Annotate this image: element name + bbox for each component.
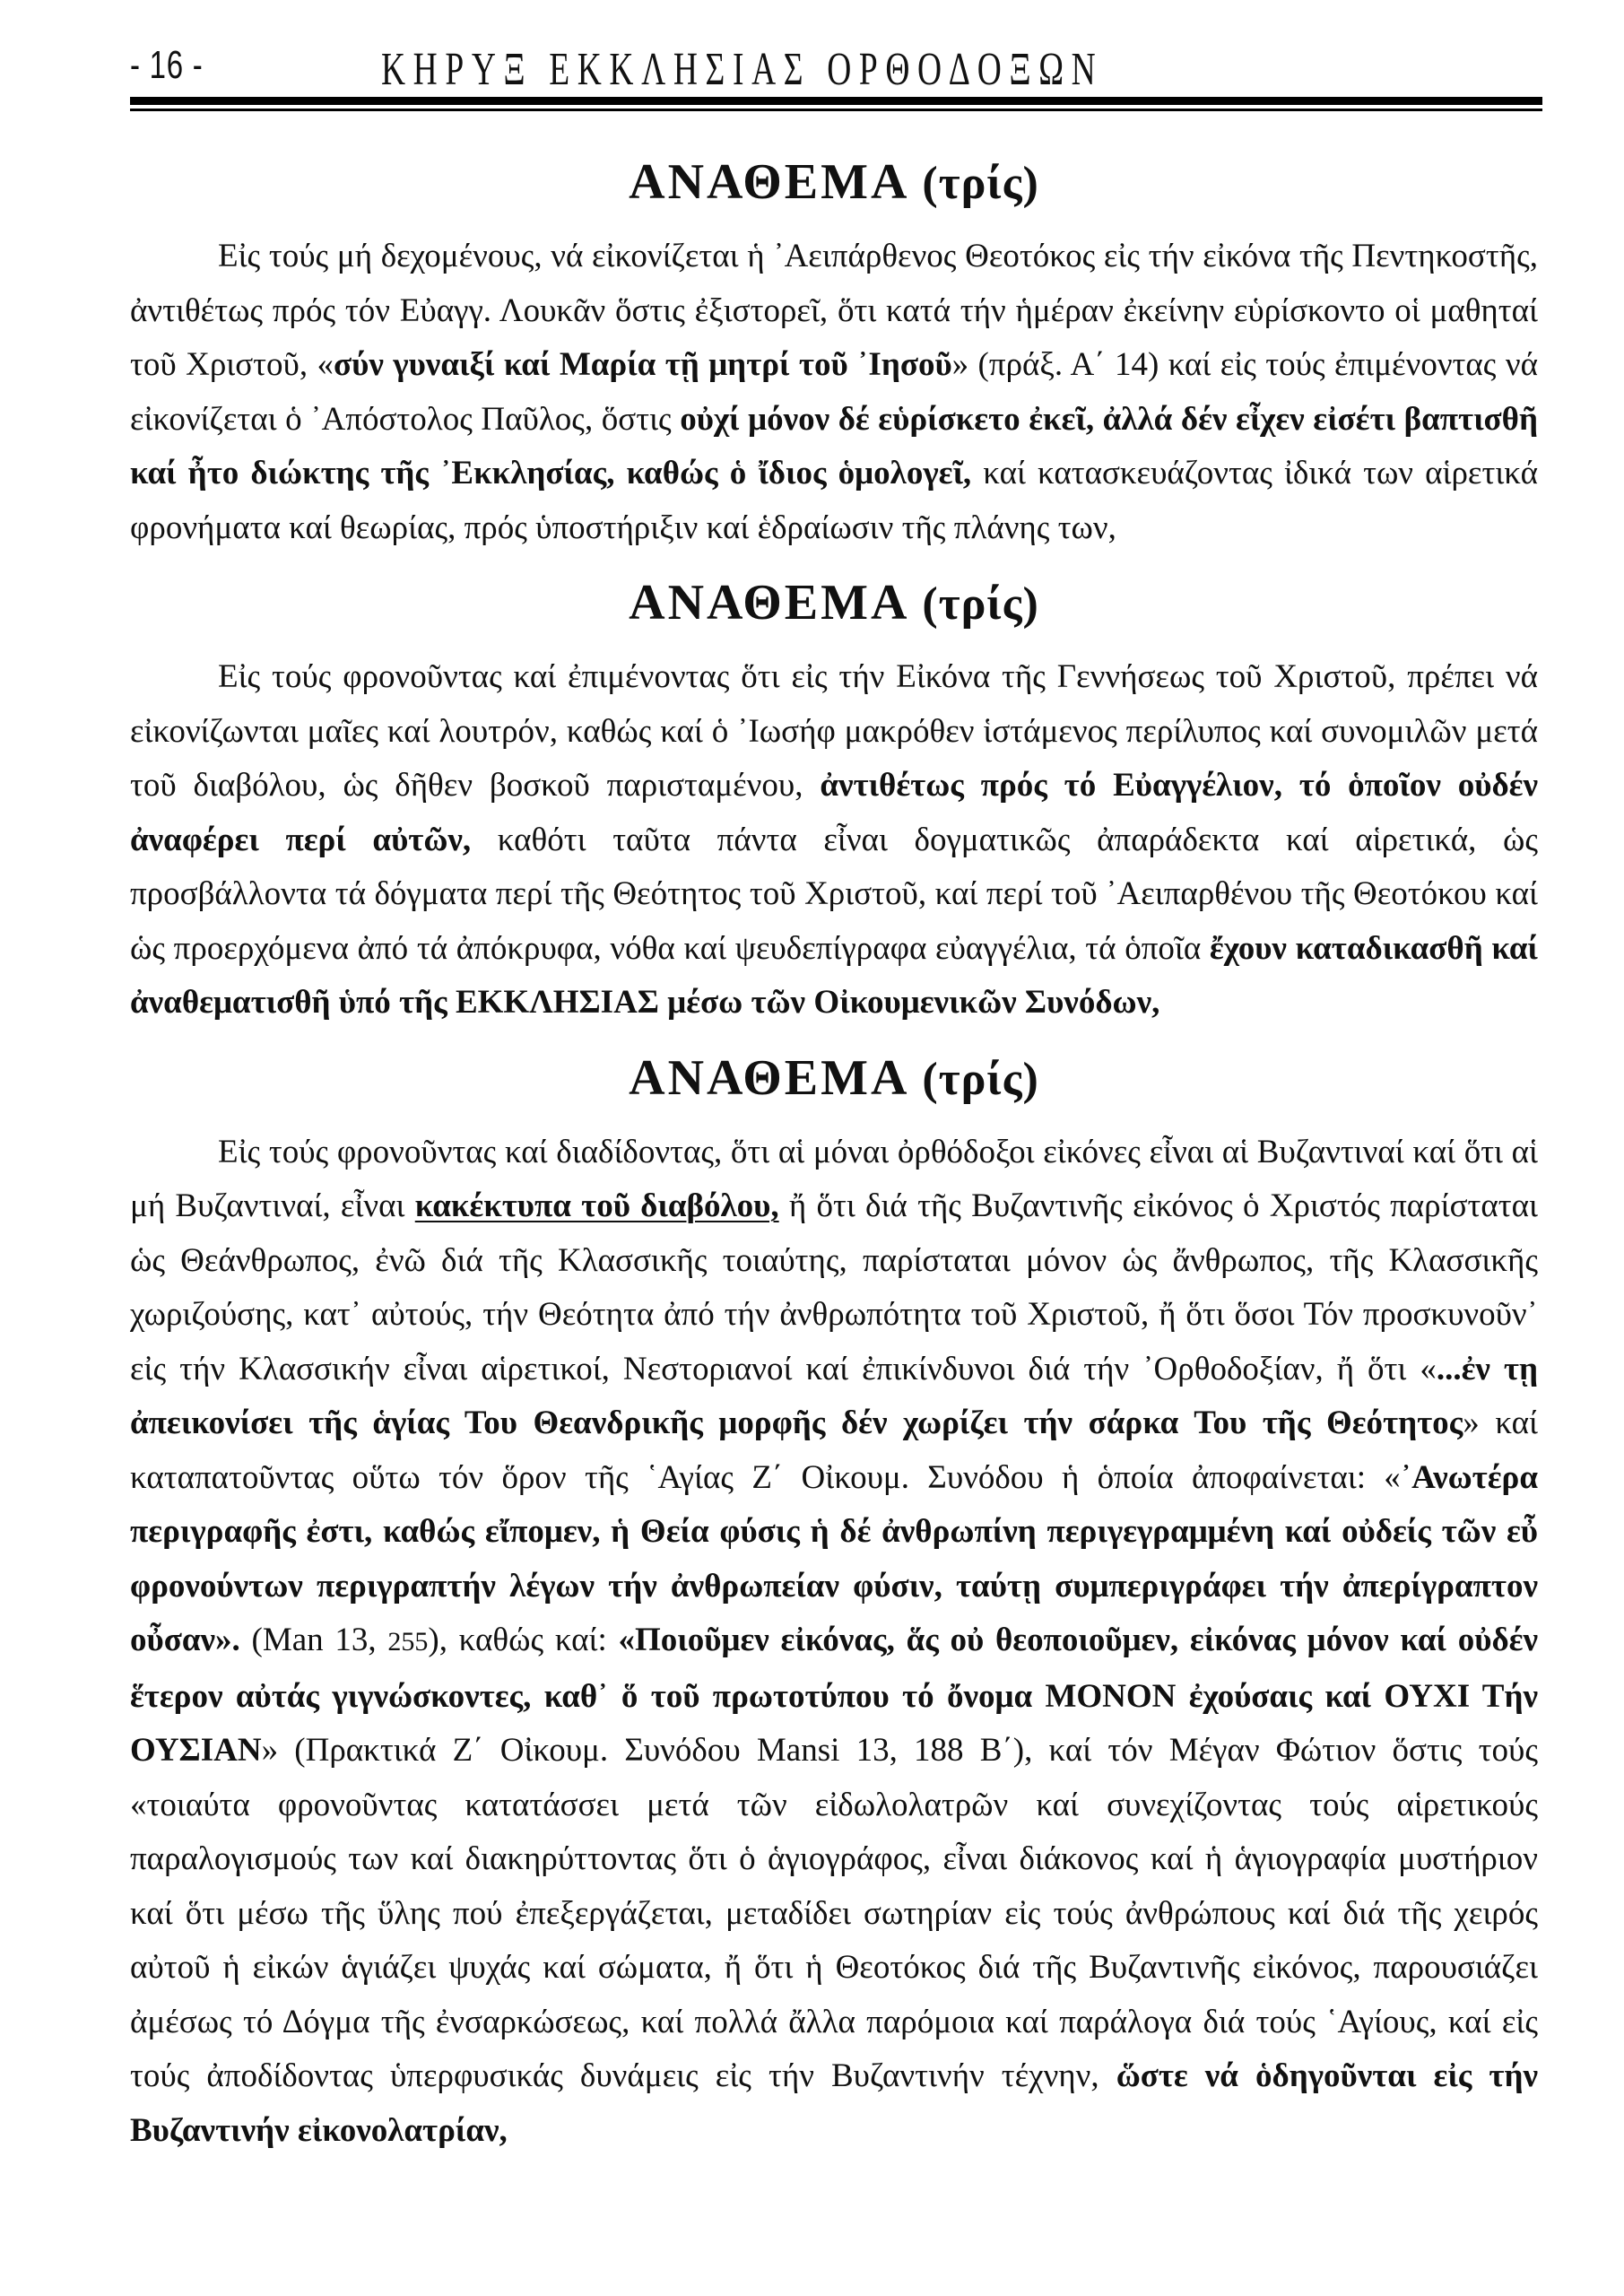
body-text: καθότι ταῦτα πάντα εἶναι δογματικῶς ἀπαράδεκτα καί αἱρετικά, ὡς προσβάλλοντα τά δόγματα περί τῆς Θεότητος τοῦ Χριστοῦ, καί περί τοῦ ᾿Αειπαρθένου τῆς Θεοτόκου καί ὡς προερχόμενα ἀπό τά ἀπόκρυφα, νόθα καί ψευδεπίγραφα εὐαγγέλια, τά ὁποῖα bbox=[130, 821, 1538, 967]
body-text: » (Πρακτικά Ζ΄ Οἰκουμ. Συνόδου Mansi 13, 188 Β΄), καί τόν Μέγαν Φώτιον ὅστις τούς «τοιαύτα φρονοῦντας κατατάσσει μετά τῶν εἰδωλολατρῶν καί συνεχίζοντας τούς αἱρετικούς παραλογισμούς των καί διακηρύττοντας ὅτι ὁ ἁγιογράφος, εἶναι διάκονος καί ἡ ἁγιογραφία μυστήριον καί ὅτι μέσω τῆς ὕλης πού ἐπεξεργάζεται, μεταδίδει σωτηρίαν εἰς τούς ἀνθρώπους καί διά τῆς χειρός αὐτοῦ ἡ εἰκών ἁγιάζει ψυχάς καί σώματα, ἤ ὅτι ἡ Θεοτόκος διά τῆς Βυζαντινῆς εἰκόνος, παρουσιάζει ἀμέσως τό Δόγμα τῆς ἐνσαρκώσεως, καί πολλά ἄλλα παρόμοια καί παράλογα διά τούς ῾Αγίους, καί εἰς τούς ἀποδίδοντας ὑπερφυσικάς δυνάμεις εἰς τήν Βυζαντινήν τέχνην, bbox=[130, 1732, 1538, 2094]
body-text: » καί καταπατοῦντας οὕτω τόν ὅρον τῆς ῾Αγίας Ζ΄ Οἰκουμ. Συνόδου ἡ ὁποία ἀποφαίνεται: « bbox=[130, 1405, 1538, 1496]
body-text: καί κατασκευάζοντας ἰδικά των αἱρετικά φρονήματα καί θεωρίας, πρός ὑποστήριξιν καί ἑδραίωσιν τῆς πλάνης των, bbox=[130, 455, 1538, 546]
section-paragraph bbox=[130, 230, 1538, 555]
section-heading bbox=[130, 151, 1538, 215]
anathema-section bbox=[130, 1047, 1538, 2159]
emphasis-text: ὥστε νά ὁδηγοῦνται εἰς τήν Βυζαντινήν εἰκονολατρίαν, bbox=[130, 2057, 1538, 2149]
body-text: » (πράξ. Α΄ 14) καί εἰς τούς ἐπιμένοντας νά εἰκονίζεται ὁ ᾿Απόστολος Παῦλος, ὅστις bbox=[130, 346, 1538, 438]
section-paragraph bbox=[130, 1126, 1538, 2159]
heading-main: ΑΝΑΘΕΜΑ bbox=[629, 1049, 908, 1106]
emphasis-text: σύν γυναιξί καί Μαρία τῇ μητρί τοῦ ᾿Ιησοῦ bbox=[334, 346, 952, 383]
heading-main: ΑΝΑΘΕΜΑ bbox=[629, 575, 908, 631]
heading-paren: (τρίς) bbox=[922, 578, 1039, 630]
page-body bbox=[130, 135, 1538, 2158]
emphasis-text: ἔχουν καταδικασθῆ καί ἀναθεματισθῆ ὑπό τῆς ΕΚΚΛΗΣΙΑΣ μέσω τῶν Οἰκουμενικῶν Συνόδων, bbox=[130, 929, 1538, 1021]
heading-paren: (τρίς) bbox=[922, 1053, 1039, 1105]
running-header bbox=[130, 43, 1542, 97]
body-text: Εἰς τούς φρονοῦντας καί ἐπιμένοντας ὅτι εἰς τήν Εἰκόνα τῆς Γεννήσεως τοῦ Χριστοῦ, πρέπει νά εἰκονίζωνται μαῖες καί λουτρόν, καθώς καί ὁ ᾿Ιωσήφ μακρόθεν ἱστάμενος περίλυπος καί συνομιλῶν μετά τοῦ διαβόλου, ὡς δῆθεν βοσκοῦ παρισταμένου, bbox=[130, 658, 1538, 804]
section-paragraph bbox=[130, 650, 1538, 1031]
journal-title: ΚΗΡΥΞ ΕΚΚΛΗΣΙΑΣ ΟΡΘΟΔΟΞΩΝ bbox=[381, 44, 1104, 95]
body-text: Εἰς τούς μή δεχομένους, νά εἰκονίζεται ἡ ᾿Αειπάρθενος Θεοτόκος εἰς τήν εἰκόνα τῆς Πεντηκοστῆς, ἀντιθέτως πρός τόν Εὐαγγ. Λουκᾶν ὅστις ἐξιστορεῖ, ὅτι κατά τήν ἡμέραν ἐκείνην εὑρίσκοντο οἱ μαθηταί τοῦ Χριστοῦ, « bbox=[130, 238, 1538, 383]
header-rule-thin bbox=[130, 109, 1542, 111]
header-rule-thick bbox=[130, 97, 1542, 105]
emphasis-text: «Ποιοῦμεν εἰκόνας, ἅς οὐ θεοποιοῦμεν, εἰκόνας μόνον καί οὐδέν ἕτερον αὐτάς γιγνώσκοντες, καθ᾿ ὅ τοῦ πρωτοτύπου τό ὄνομα ΜΟΝΟΝ ἐχούσαις καί ΟΥΧΙ Τήν ΟΥΣΙΑΝ bbox=[130, 1622, 1538, 1769]
anathema-section bbox=[130, 151, 1538, 555]
body-text: ἤ ὅτι διά τῆς Βυζαντινῆς εἰκόνος ὁ Χριστός παρίσταται ὡς Θεάνθρωπος, ἐνῶ διά τῆς Κλασσικῆς τοιαύτης, παρίσταται μόνον ὡς ἄνθρωπος, τῆς Κλασσικῆς χωριζούσης, κατ᾿ αὐτούς, τήν Θεότητα ἀπό τήν ἀνθρωπότητα τοῦ Χριστοῦ, ἤ ὅτι ὅσοι Τόν προσκυνοῦν᾿ εἰς τήν Κλασσικήν εἶναι αἱρετικοί, Νεστοριανοί καί ἐπικίνδυνοι διά τήν ᾿Ορθοδοξίαν, ἤ ὅτι « bbox=[130, 1187, 1539, 1387]
body-text: ), καθώς καί: bbox=[428, 1622, 619, 1658]
body-text: (Man 13, bbox=[239, 1622, 388, 1658]
heading-main: ΑΝΑΘΕΜΑ bbox=[629, 154, 908, 210]
section-heading bbox=[130, 1047, 1538, 1111]
emphasis-text: οὐχί μόνον δέ εὑρίσκετο ἐκεῖ, ἀλλά δέν εἶχεν εἰσέτι βαπτισθῆ καί ἦτο διώκτης τῆς ᾿Εκκλησίας, καθώς ὁ ἴδιος ὁμολογεῖ, bbox=[130, 400, 1538, 491]
heading-paren: (τρίς) bbox=[922, 158, 1039, 209]
body-text: Εἰς τούς φρονοῦντας καί διαδίδοντας, ὅτι αἱ μόναι ὀρθόδοξοι εἰκόνες εἶναι αἱ Βυζαντιναί καί ὅτι αἱ μή Βυζαντιναί, εἶναι bbox=[130, 1133, 1538, 1224]
emphasis-text: ἀντιθέτως πρός τό Εὐαγγέλιον, τό ὁποῖον οὐδέν ἀναφέρει περί αὐτῶν, bbox=[130, 767, 1538, 858]
emphasis-underlined-text: κακέκτυπα τοῦ διαβόλου, bbox=[414, 1187, 779, 1224]
page-number: - 16 - bbox=[130, 43, 204, 87]
section-heading bbox=[130, 571, 1538, 636]
emphasis-text: ᾿Ανωτέρα περιγραφῆς ἐστι, καθώς εἴπομεν, ἡ Θεία φύσις ἡ δέ ἀνθρωπίνη περιγεγραμμένη καί οὐδείς τῶν εὖ φρονούντων περιγραπτήν λέγων τήν ἀνθρωπείαν φύσιν, ταύτῃ συμπεριγράφει τήν ἀπερίγραπτον οὖσαν». bbox=[130, 1458, 1538, 1658]
body-text: 255 bbox=[387, 1627, 429, 1657]
anathema-section bbox=[130, 571, 1538, 1031]
emphasis-text: ...ἐν τῃ ἀπεικονίσει τῆς ἁγίας Του Θεανδρικῆς μορφῆς δέν χωρίζει τήν σάρκα Του τῆς Θεότητος bbox=[130, 1350, 1539, 1441]
